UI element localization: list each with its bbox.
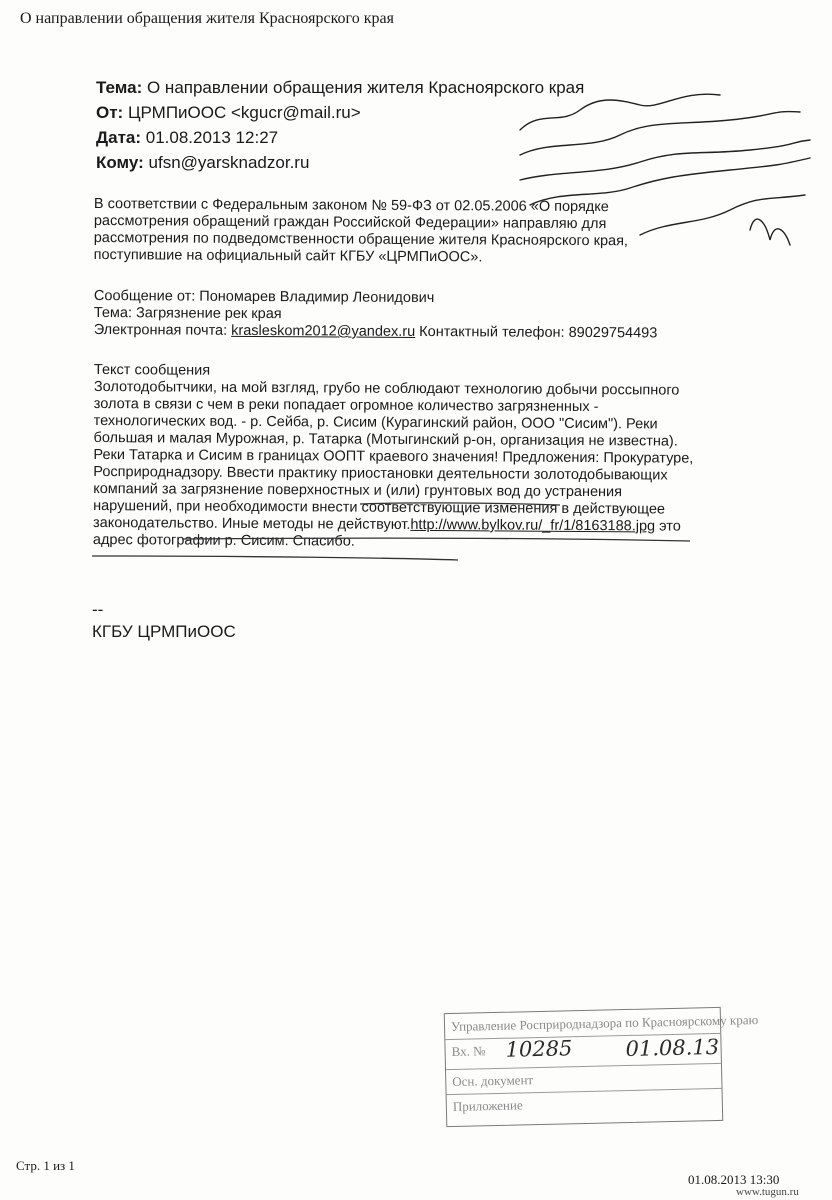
final-line: адрес фотографии р. Сисим. Спасибо. [92,531,355,550]
intro-line: рассмотрения по подведомственности обращение жителя Красноярского края, [93,229,629,250]
page-counter: Стр. 1 из 1 [16,1158,75,1173]
print-datetime: 01.08.2013 13:30 [688,1172,780,1187]
to-value: ufsn@yarsknadzor.ru [148,153,310,172]
registration-stamp [444,1007,759,1127]
underline-stroke [360,503,560,505]
stamp-attachment-label: Приложение [452,1097,523,1114]
stamp-incoming-number: 10285 [505,1036,573,1062]
message-line: золота в связи с чем в реки попадает огромное количество загрязненных - [93,395,599,416]
from-value: ЦРМПиООС <kgucr@mail.ru> [127,103,361,122]
email-label: Электронная почта: [93,321,232,339]
last-line-prefix: законодательство. Иные методы не действуют. [92,514,411,533]
message-topic: Тема: Загрязнение рек края [93,304,282,323]
photo-link[interactable]: http://www.bylkov.ru/_fr/1/8163188.jpg [410,516,656,535]
to-label: Кому: [96,153,144,172]
date-value: 01.08.2013 12:27 [145,128,279,147]
underline-stroke [92,556,458,560]
handwritten-resolution [500,70,820,280]
date-label: Дата: [96,128,142,147]
message-line: нарушений, при необходимости внести соответствующие изменения в действующее [93,497,666,518]
sender-email-link[interactable]: krasleskom2012@yandex.ru [231,322,416,340]
message-line: технологических вод. - р. Сейба, р. Сисим (Курагинский район, ООО "Сисим"). Реки [93,412,658,433]
phone-text: Контактный телефон: 89029754493 [415,323,658,342]
intro-line: рассмотрения обращений граждан Российской Федерации» направляю для [93,212,607,233]
stamp-title: Управление Росприроднадзора по Красноярскому краю [450,1012,759,1034]
handwriting-stroke [520,94,720,130]
last-line-suffix: это [655,518,681,535]
message-line: большая и малая Мурожная, р. Татарка (Мотыгинский р-он, организация не известна). [93,429,678,450]
stamp-attachment-row [447,1088,722,1119]
watermark: www.tugun.ru [736,1186,799,1198]
intro-line: В соответствии с Федеральным законом № 59-ФЗ от 02.05.2006 «О порядке [93,196,609,216]
from-label: От: [96,103,124,122]
intro-line: поступившие на официальный сайт КГБУ «ЦРМПиООС». [93,246,483,266]
handwriting-stroke [750,219,790,245]
stamp-incoming-date: 01.08.13 [625,1034,720,1062]
subject-value: О направлении обращения жителя Красноярского края [146,78,585,97]
underline-stroke [182,538,690,541]
message-line: Росприроднадзору. Ввести практику приостановки деятельности золотодобывающих [93,463,668,484]
subject-label: Тема: [96,78,143,97]
page-header: О направлении обращения жителя Красноярского края [20,10,394,27]
text-heading: Текст сообщения [93,362,211,379]
message-line: Реки Татарка и Сисим в границах ООПТ краевого значения! Предложения: Прокуратуре, [93,446,694,467]
stamp-basis-label: Осн. документ [452,1072,534,1089]
stamp-incoming-label: Вх. № [451,1043,486,1059]
signature: КГБУ ЦРМПиООС [92,622,236,641]
message-line: Золотодобытчики, на мой взгляд, грубо не соблюдают технологию добычи россыпного [93,378,680,399]
signature-dash: -- [92,600,104,619]
message-line: компаний за загрязнение поверхностных и (или) грунтовых вод до устранения [93,480,623,501]
message-from: Сообщение от: Пономарев Владимир Леонидович [93,288,435,307]
